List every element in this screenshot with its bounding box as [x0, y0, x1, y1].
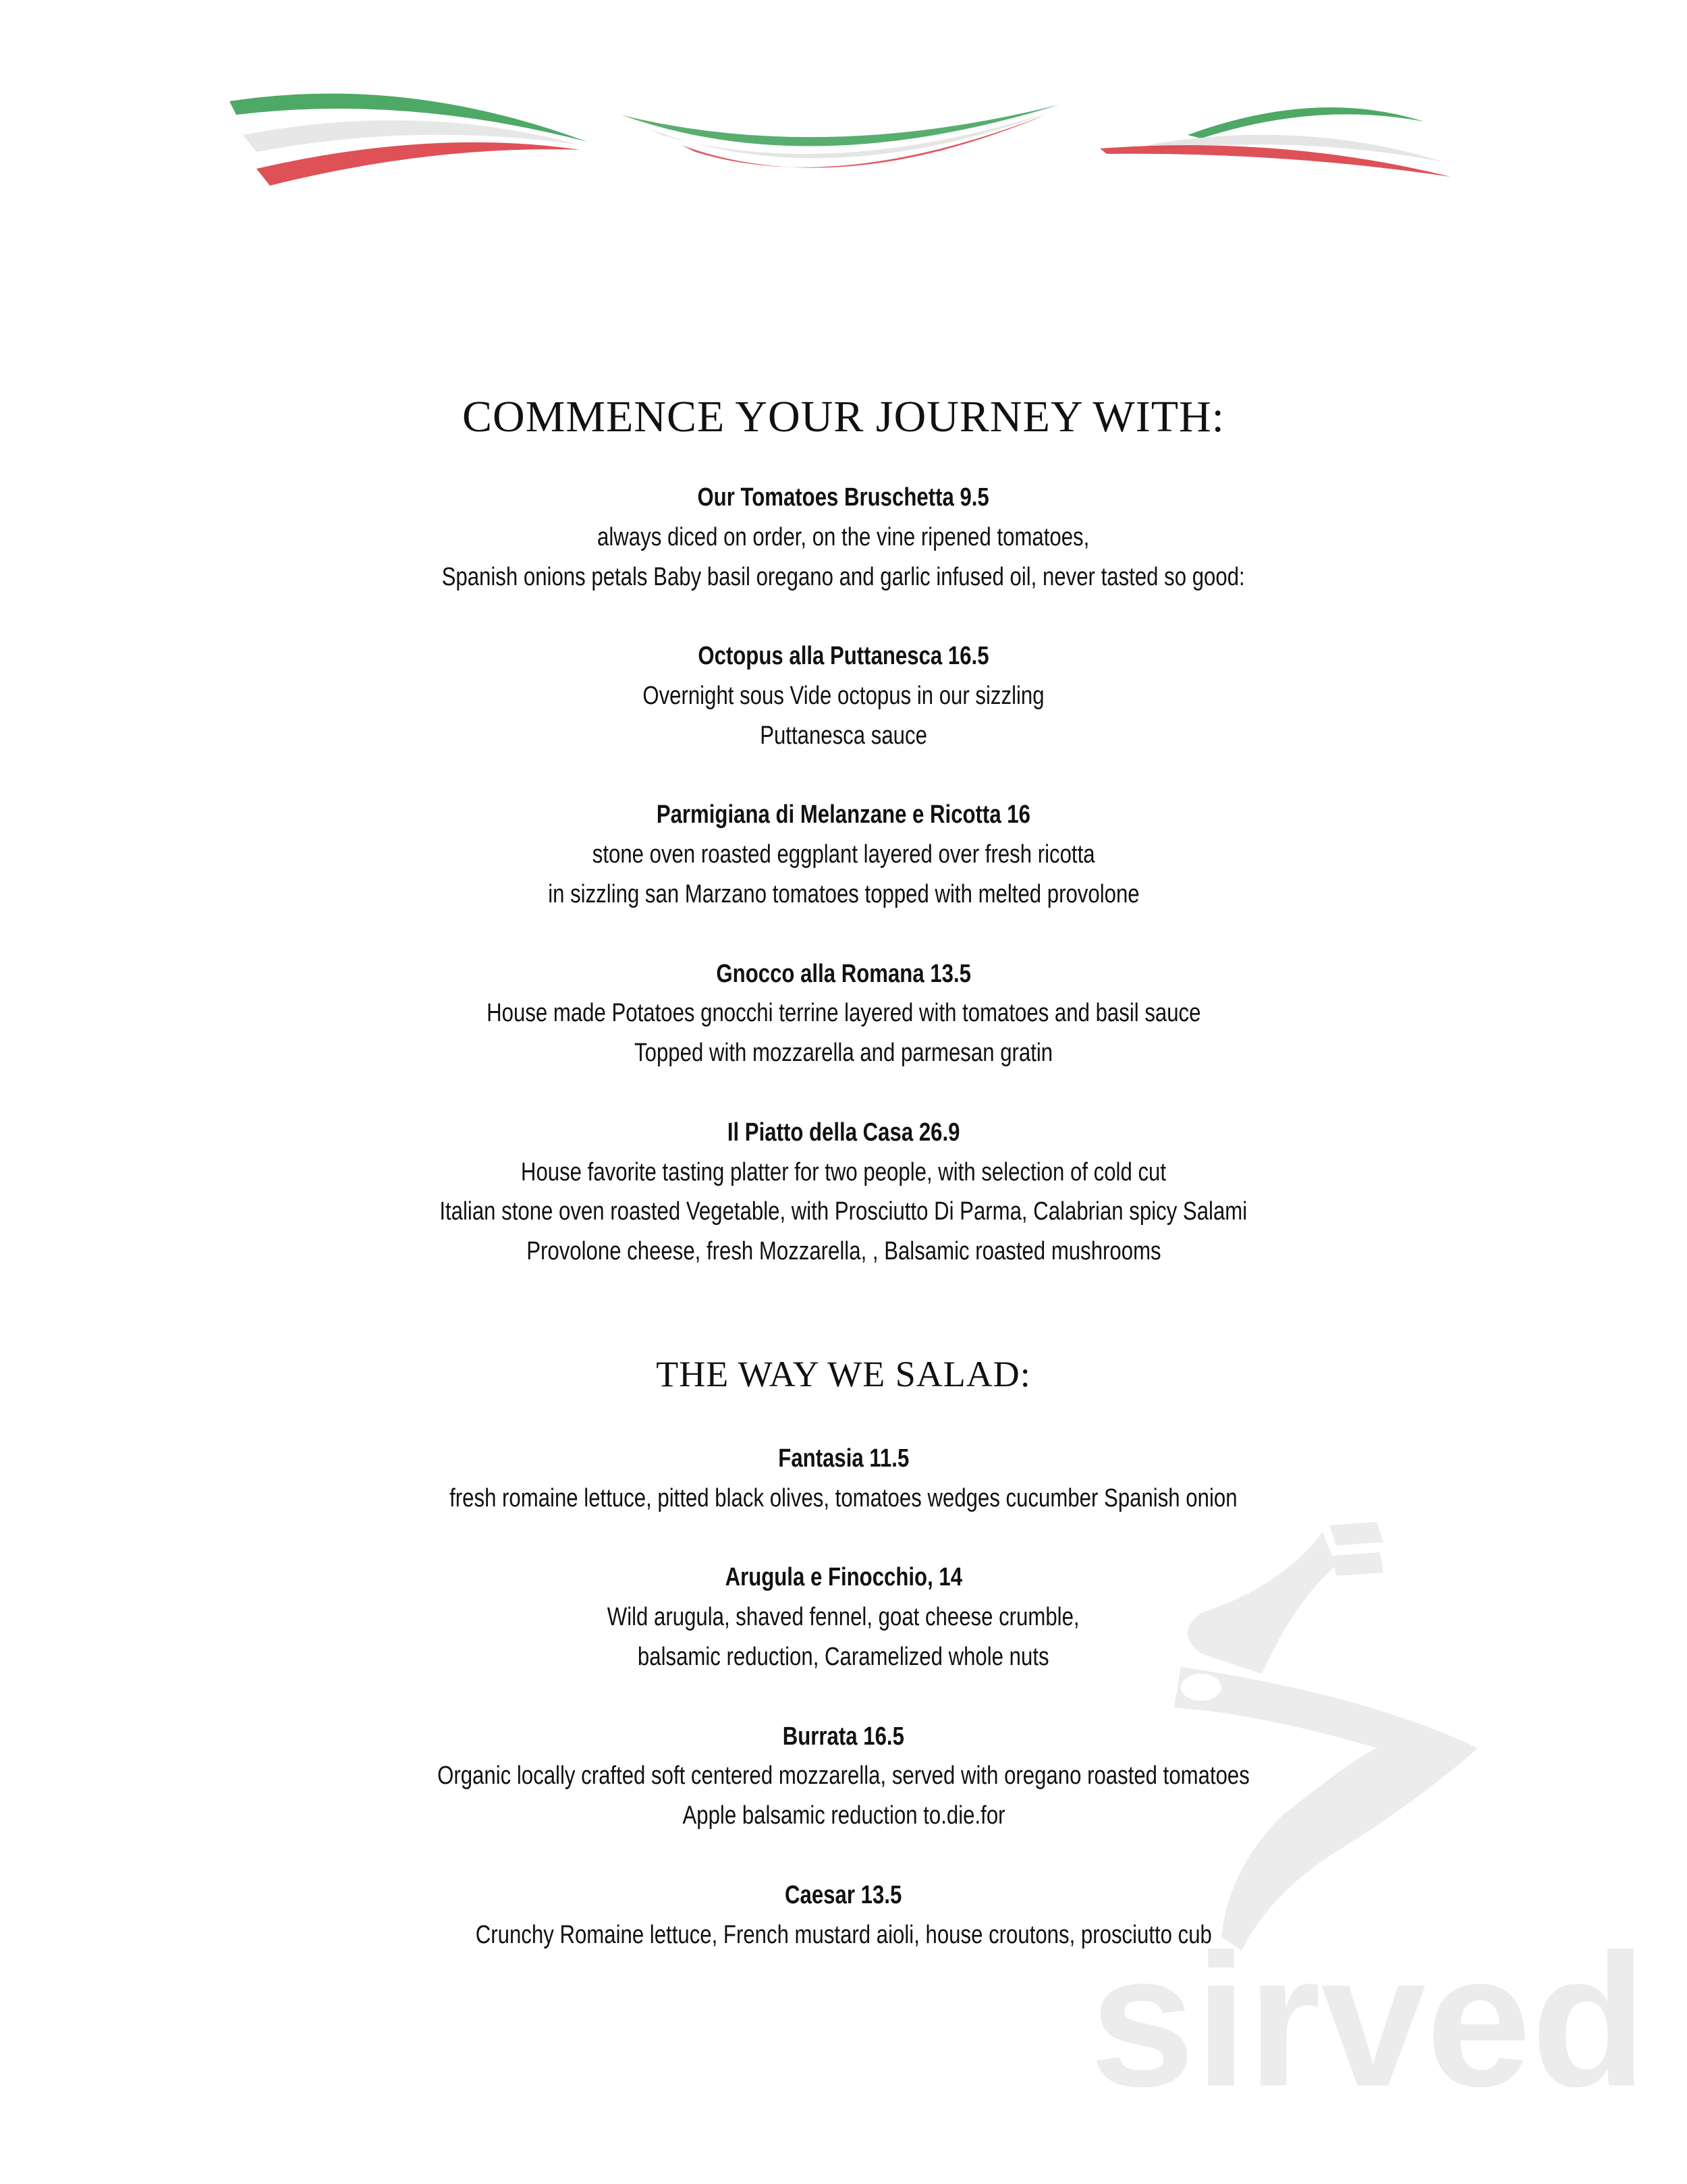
swoosh-right	[1100, 107, 1451, 177]
menu-item	[0, 1717, 1687, 1836]
menu-item-title-text: Burrata 16.5	[782, 1722, 905, 1751]
menu-item	[0, 1113, 1687, 1272]
menu-item-title	[0, 478, 1687, 518]
menu-item	[0, 1558, 1687, 1676]
section-heading-starters: COMMENCE YOUR JOURNEY WITH:	[462, 392, 1225, 441]
menu-item-description	[0, 993, 1687, 1033]
menu-item-description-text: Organic locally crafted soft centered mozzarella, served with oregano roasted tomatoes	[437, 1762, 1250, 1791]
menu-item-title-text: Caesar 13.5	[785, 1880, 902, 1909]
menu-item-description	[0, 1479, 1687, 1519]
menu-item-title-text: Our Tomatoes Bruschetta 9.5	[697, 483, 990, 512]
menu-item	[0, 1876, 1687, 1955]
menu-item-description-text: in sizzling san Marzano tomatoes topped with melted provolone	[547, 879, 1140, 908]
menu-item-description-text: fresh romaine lettuce, pitted black olives, tomatoes wedges cucumber Spanish onion	[449, 1483, 1238, 1512]
menu-item	[0, 795, 1687, 914]
menu-item-title	[0, 954, 1687, 994]
menu-item-title	[0, 636, 1687, 676]
menu-item-description-text: Italian stone oven roasted Vegetable, with Prosciutto Di Parma, Calabrian spicy Salami	[439, 1197, 1248, 1226]
menu-item-title-text: Parmigiana di Melanzane e Ricotta 16	[656, 800, 1031, 829]
swoosh-left	[229, 94, 587, 186]
menu-item-description-text: Topped with mozzarella and parmesan gratin	[634, 1039, 1053, 1068]
menu-item-title-text: Fantasia 11.5	[777, 1444, 910, 1473]
menu-item-title	[0, 1439, 1687, 1479]
menu-item-description-text: stone oven roasted eggplant layered over fresh ricotta	[592, 840, 1095, 869]
menu-item-description	[0, 1637, 1687, 1677]
menu-item-description	[0, 676, 1687, 716]
italian-flag-swooshes	[0, 0, 1687, 216]
menu-item	[0, 478, 1687, 597]
menu-item	[0, 636, 1687, 755]
swoosh-middle	[621, 105, 1059, 168]
menu-item-description-text: House favorite tasting platter for two people, with selection of cold cut	[520, 1157, 1167, 1186]
menu-item-title	[0, 1876, 1687, 1915]
menu-item-title	[0, 1558, 1687, 1598]
menu-item-description-text: Spanish onions petals Baby basil oregano and garlic infused oil, never tasted so good:	[441, 562, 1246, 591]
menu-item-description	[0, 1756, 1687, 1796]
menu-item-description-text: always diced on order, on the vine ripened tomatoes,	[597, 522, 1090, 551]
section-heading-salads: THE WAY WE SALAD:	[656, 1354, 1031, 1394]
salads-list	[0, 1439, 1687, 1994]
menu-item-description-text: Puttanesca sauce	[760, 721, 927, 750]
menu-item-title-text: Arugula e Finocchio, 14	[725, 1563, 962, 1592]
menu-item-description	[0, 716, 1687, 756]
watermark-text: sirved	[1090, 1915, 1647, 2126]
menu-item-title	[0, 795, 1687, 835]
menu-item-description	[0, 1915, 1687, 1955]
menu-item-title	[0, 1113, 1687, 1153]
menu-item-description	[0, 1153, 1687, 1193]
menu-item	[0, 1439, 1687, 1519]
menu-item-description	[0, 518, 1687, 557]
menu-item-description	[0, 1192, 1687, 1232]
menu-item-description	[0, 1598, 1687, 1637]
menu-item-description	[0, 557, 1687, 597]
menu-item-description	[0, 1796, 1687, 1836]
menu-item-title	[0, 1717, 1687, 1757]
menu-item-title-text: Il Piatto della Casa 26.9	[727, 1118, 960, 1147]
menu-item-description	[0, 1033, 1687, 1073]
menu-item-description-text: Crunchy Romaine lettuce, French mustard aioli, house croutons, prosciutto cub	[475, 1920, 1212, 1949]
menu-item	[0, 954, 1687, 1073]
menu-item-description-text: House made Potatoes gnocchi terrine layered with tomatoes and basil sauce	[486, 999, 1201, 1028]
menu-item-title-text: Gnocco alla Romana 13.5	[716, 959, 971, 988]
menu-item-description	[0, 875, 1687, 914]
menu-item-description-text: Provolone cheese, fresh Mozzarella, , Balsamic roasted mushrooms	[526, 1237, 1161, 1266]
starters-list	[0, 478, 1687, 1311]
menu-item-description	[0, 1232, 1687, 1272]
menu-item-description-text: Wild arugula, shaved fennel, goat cheese crumble,	[607, 1603, 1080, 1632]
menu-item-description-text: Overnight sous Vide octopus in our sizzling	[642, 681, 1045, 710]
menu-item-title-text: Octopus alla Puttanesca 16.5	[698, 642, 989, 671]
menu-item-description-text: Apple balsamic reduction to.die.for	[682, 1801, 1005, 1830]
menu-item-description-text: balsamic reduction, Caramelized whole nuts	[638, 1642, 1049, 1671]
menu-item-description	[0, 835, 1687, 875]
